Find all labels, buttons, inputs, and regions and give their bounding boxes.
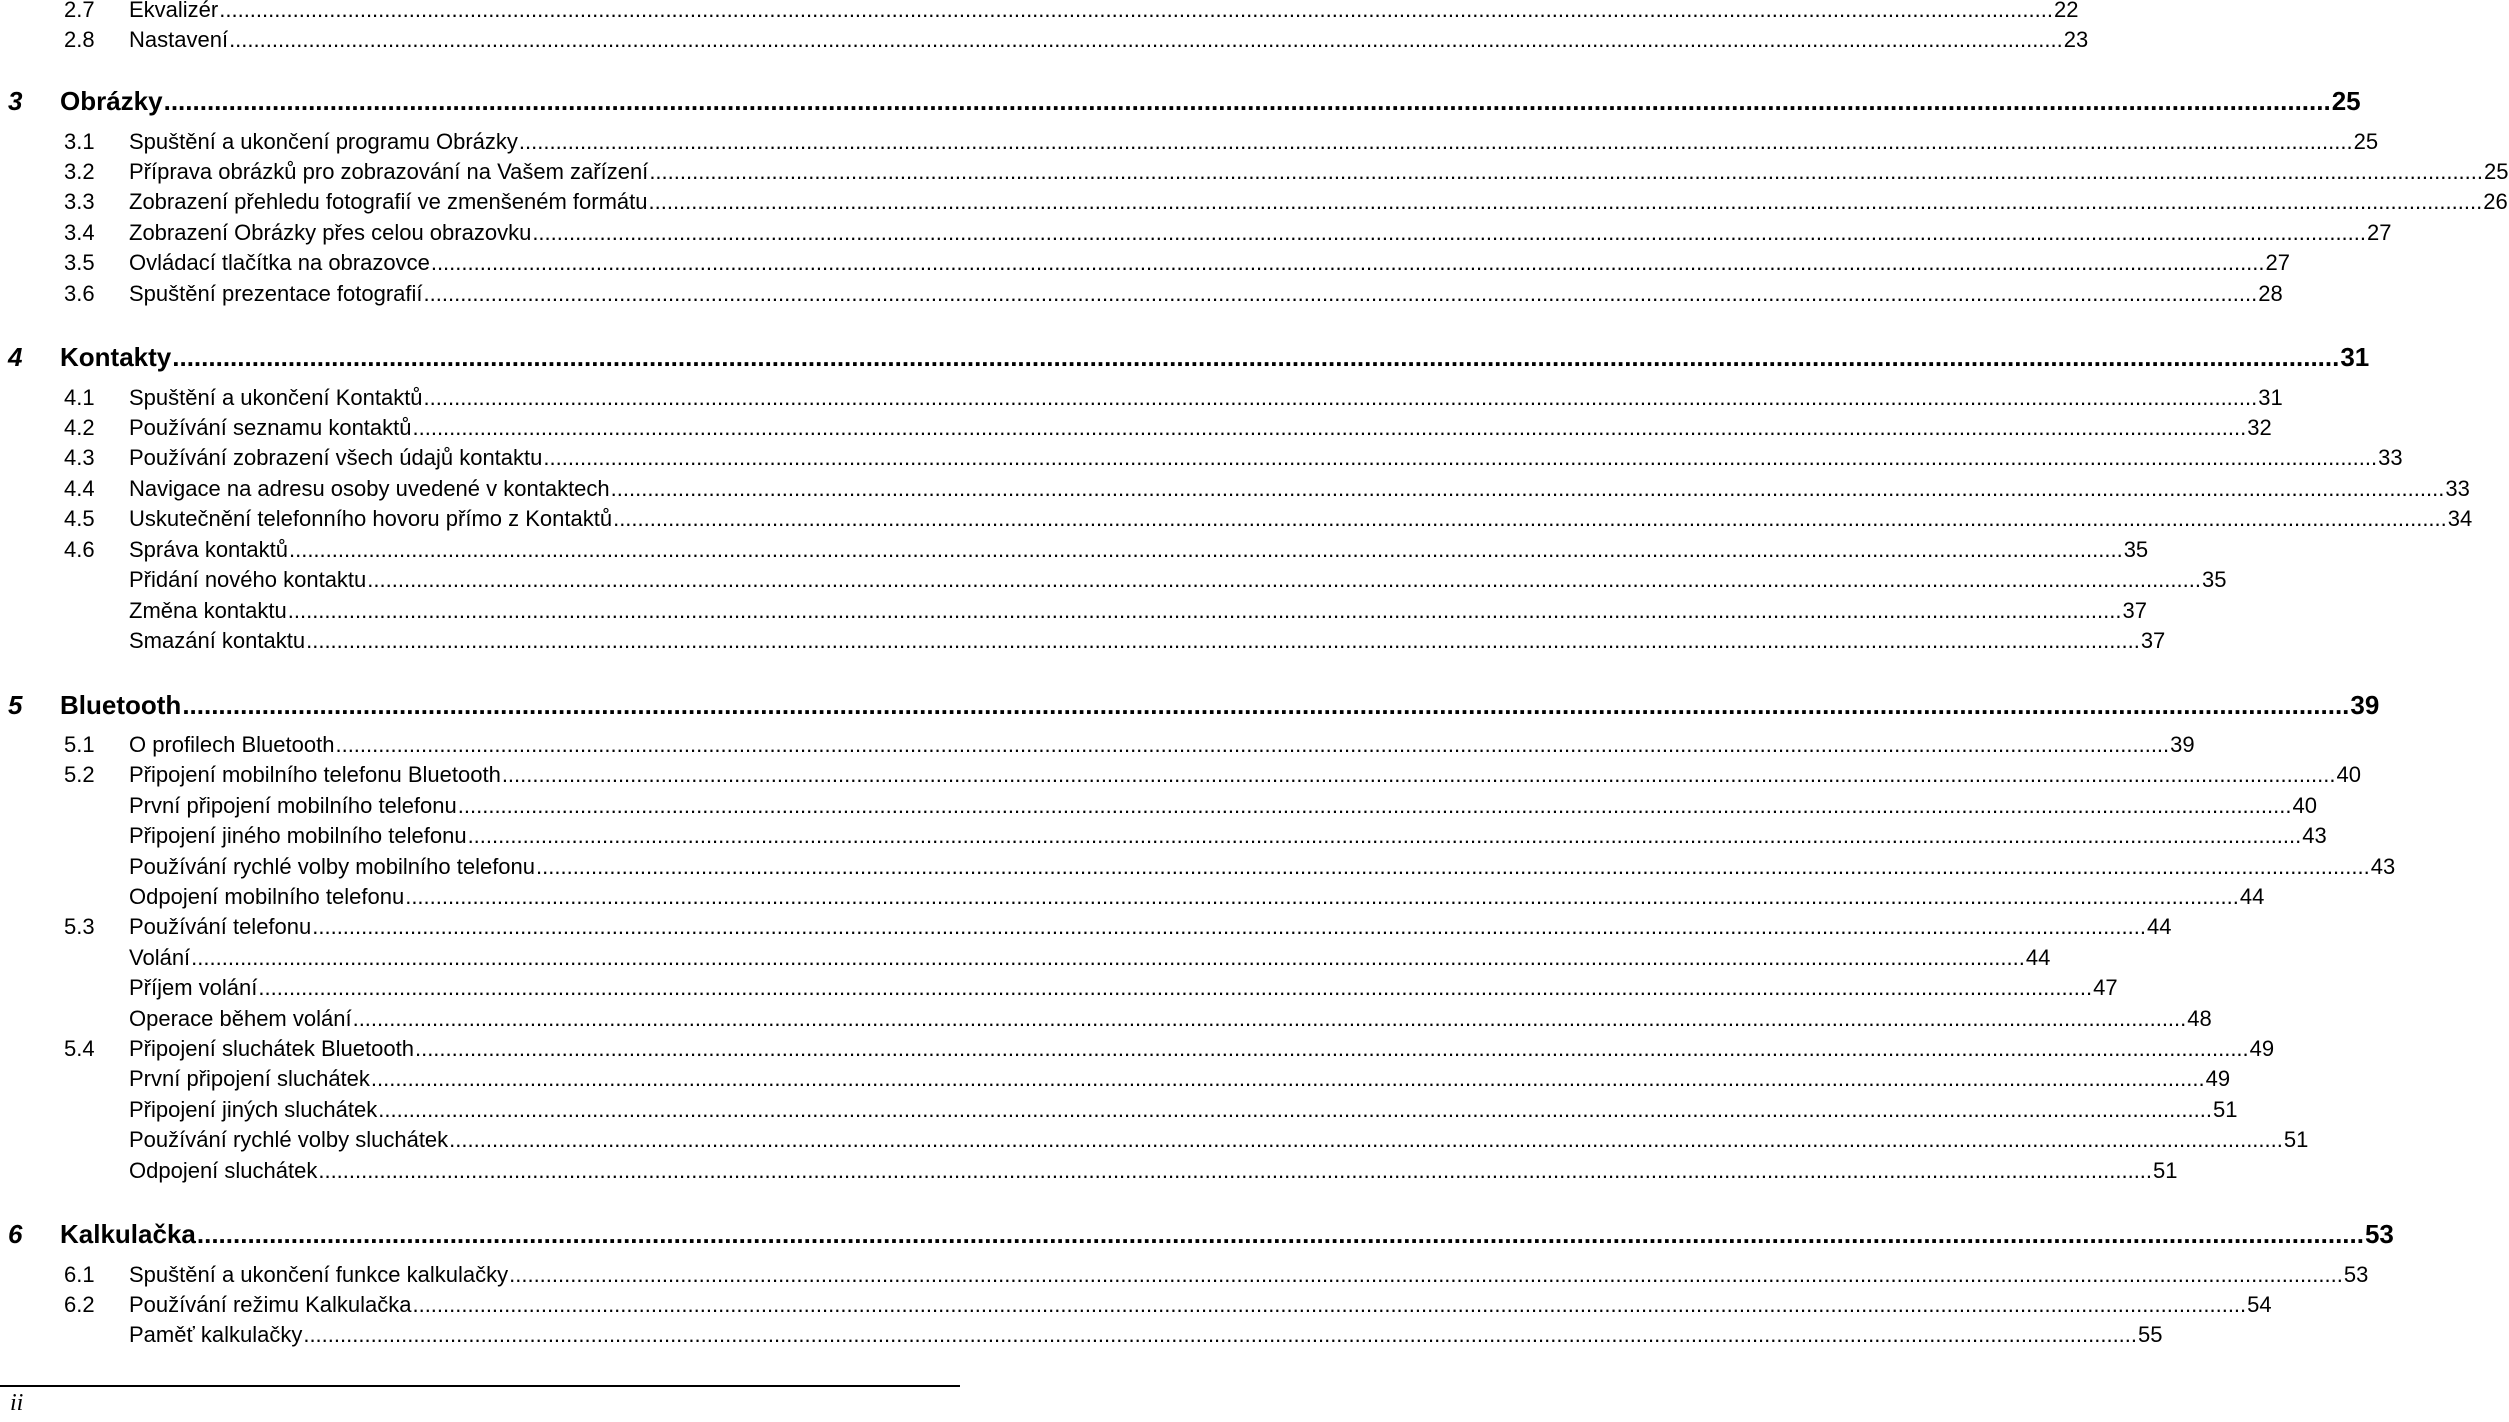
toc-title: Zobrazení přehledu fotografií ve zmenšeném formátu	[129, 189, 648, 214]
toc-page-number: 49	[2205, 1066, 2231, 1091]
toc-page-number: 55	[2138, 1322, 2163, 1347]
toc-title: Připojení jiného mobilního telefonu	[129, 823, 467, 848]
toc-title: Navigace na adresu osoby uvedené v kontaktech	[129, 476, 610, 501]
toc-number: 3.2	[64, 159, 95, 184]
toc-entry-line	[129, 385, 2283, 411]
dot-leader: ............................................................................................................................................................................................................................................................................................................	[335, 732, 2170, 757]
toc-page-number: 44	[2146, 914, 2172, 939]
page-number: ii	[10, 1390, 24, 1416]
dot-leader: ............................................................................................................................................................................................................................................................................................................	[312, 914, 2146, 939]
toc-entry-line	[129, 732, 2195, 758]
toc-page-number: 32	[2247, 415, 2272, 440]
toc-number: 2.7	[64, 0, 95, 22]
toc-entry[interactable]	[0, 732, 2195, 766]
toc-entry[interactable]	[0, 975, 2118, 1009]
toc-page-number: 54	[2247, 1292, 2272, 1317]
toc-entry[interactable]	[0, 1158, 2178, 1192]
toc-title: Připojení mobilního telefonu Bluetooth	[129, 762, 501, 787]
toc-page-number: 25	[2484, 159, 2509, 184]
dot-leader: ............................................................................................................................................................................................................................................................................................................	[367, 567, 2201, 592]
dot-leader: ............................................................................................................................................................................................................................................................................................................	[430, 250, 2265, 275]
dot-leader: ............................................................................................................................................................................................................................................................................................................	[405, 884, 2239, 909]
toc-entry[interactable]	[0, 628, 2166, 662]
toc-page-number: 35	[2201, 567, 2227, 592]
toc-entry-line	[129, 506, 2473, 532]
toc-title: Příjem volání	[129, 975, 258, 1000]
toc-chapter-entry[interactable]	[0, 86, 2361, 120]
toc-entry-line	[129, 884, 2265, 910]
toc-entry-line	[60, 1219, 2394, 1250]
toc-number: 5.3	[64, 914, 95, 939]
toc-title: Uskutečnění telefonního hovoru přímo z Kontaktů	[129, 506, 613, 531]
dot-leader: ............................................................................................................................................................................................................................................................................................................	[378, 1097, 2212, 1122]
dot-leader: ............................................................................................................................................................................................................................................................................................................	[610, 476, 2445, 501]
toc-entry[interactable]	[0, 1036, 2275, 1070]
toc-page-number: 44	[2025, 945, 2051, 970]
toc-page-number: 53	[2364, 1219, 2394, 1249]
toc-entry-line	[129, 189, 2508, 215]
toc-page-number: 27	[2367, 220, 2392, 245]
toc-entry[interactable]	[0, 823, 2327, 857]
toc-title: Ovládací tlačítka na obrazovce	[129, 250, 430, 275]
toc-title: Operace během volání	[129, 1006, 352, 1031]
toc-entry-line	[129, 1097, 2238, 1123]
toc-number: 4.6	[64, 537, 95, 562]
toc-title: První připojení mobilního telefonu	[129, 793, 457, 818]
dot-leader: ............................................................................................................................................................................................................................................................................................................	[449, 1127, 2283, 1152]
toc-title: O profilech Bluetooth	[129, 732, 335, 757]
toc-page-number: 40	[2336, 762, 2361, 787]
dot-leader: ............................................................................................................................................................................................................................................................................................................	[196, 1219, 2364, 1249]
toc-title: Odpojení sluchátek	[129, 1158, 318, 1183]
toc-entry-line	[129, 476, 2470, 502]
toc-page-number: 28	[2258, 281, 2283, 306]
dot-leader: ............................................................................................................................................................................................................................................................................................................	[352, 1006, 2187, 1031]
toc-title: Používání režimu Kalkulačka	[129, 1292, 412, 1317]
dot-leader: ............................................................................................................................................................................................................................................................................................................	[306, 628, 2140, 653]
toc-entry[interactable]	[0, 220, 2392, 254]
toc-number: 6	[8, 1219, 23, 1249]
dot-leader: ............................................................................................................................................................................................................................................................................................................	[191, 945, 2025, 970]
toc-title: Kontakty	[60, 342, 172, 372]
toc-entry-line	[129, 0, 2079, 23]
toc-page-number: 43	[2370, 854, 2396, 879]
dot-leader: ............................................................................................................................................................................................................................................................................................................	[423, 281, 2258, 306]
toc-title: Spuštění prezentace fotografií	[129, 281, 423, 306]
toc-entry-line	[60, 86, 2361, 117]
toc-entry[interactable]	[0, 27, 2089, 61]
toc-entry-line	[129, 1006, 2212, 1032]
toc-page-number: 51	[2212, 1097, 2238, 1122]
dot-leader: ............................................................................................................................................................................................................................................................................................................	[501, 762, 2336, 787]
dot-leader: ............................................................................................................................................................................................................................................................................................................	[457, 793, 2292, 818]
dot-leader: ............................................................................................................................................................................................................................................................................................................	[414, 1036, 2249, 1061]
toc-title: Smazání kontaktu	[129, 628, 306, 653]
toc-entry[interactable]	[0, 415, 2272, 449]
toc-title: Volání	[129, 945, 191, 970]
toc-entry-line	[129, 945, 2051, 971]
toc-entry-line	[129, 854, 2396, 880]
dot-leader: ............................................................................................................................................................................................................................................................................................................	[613, 506, 2447, 531]
toc-entry[interactable]	[0, 537, 2149, 571]
toc-title: Nastavení	[129, 27, 229, 52]
dot-leader: ............................................................................................................................................................................................................................................................................................................	[509, 1262, 2343, 1287]
toc-number: 5.2	[64, 762, 95, 787]
toc-page-number: 25	[2353, 129, 2379, 154]
toc-number: 4.3	[64, 445, 95, 470]
toc-page-number: 27	[2265, 250, 2291, 275]
toc-entry-line	[129, 628, 2166, 654]
dot-leader: ............................................................................................................................................................................................................................................................................................................	[648, 189, 2483, 214]
toc-entry-line	[129, 159, 2509, 185]
toc-entry[interactable]	[0, 1127, 2309, 1161]
toc-entry[interactable]	[0, 476, 2470, 510]
toc-page-number: 40	[2292, 793, 2317, 818]
dot-leader: ............................................................................................................................................................................................................................................................................................................	[412, 1292, 2247, 1317]
toc-title: Používání seznamu kontaktů	[129, 415, 412, 440]
toc-title: Bluetooth	[60, 690, 182, 720]
toc-entry[interactable]	[0, 1292, 2272, 1326]
toc-entry-line	[129, 1036, 2275, 1062]
toc-title: Používání zobrazení všech údajů kontaktu	[129, 445, 543, 470]
toc-page-number: 39	[2170, 732, 2195, 757]
dot-leader: ............................................................................................................................................................................................................................................................................................................	[532, 220, 2367, 245]
toc-entry[interactable]	[0, 884, 2265, 918]
toc-entry[interactable]	[0, 1066, 2231, 1100]
dot-leader: ............................................................................................................................................................................................................................................................................................................	[219, 0, 2053, 22]
toc-title: Ekvalizér	[129, 0, 219, 22]
toc-title: Správa kontaktů	[129, 537, 288, 562]
toc-entry-line	[129, 823, 2327, 849]
toc-entry[interactable]	[0, 1097, 2238, 1131]
toc-entry-line	[129, 762, 2361, 788]
dot-leader: ............................................................................................................................................................................................................................................................................................................	[536, 854, 2370, 879]
toc-entry-line	[129, 281, 2283, 307]
toc-number: 3	[8, 86, 23, 116]
dot-leader: ............................................................................................................................................................................................................................................................................................................	[649, 159, 2484, 184]
toc-page-number: 51	[2153, 1158, 2178, 1183]
toc-page-number: 48	[2187, 1006, 2212, 1031]
toc-page-number: 23	[2063, 27, 2089, 52]
toc-chapter-entry[interactable]	[0, 342, 2370, 376]
toc-page-number: 49	[2249, 1036, 2275, 1061]
toc-entry[interactable]	[0, 1262, 2369, 1296]
toc-title: Spuštění a ukončení Kontaktů	[129, 385, 423, 410]
toc-page-number: 51	[2283, 1127, 2309, 1152]
toc-entry[interactable]	[0, 250, 2291, 284]
toc-page-number: 47	[2093, 975, 2118, 1000]
toc-entry-line	[129, 445, 2403, 471]
toc-title: Změna kontaktu	[129, 598, 287, 623]
toc-title: První připojení sluchátek	[129, 1066, 370, 1091]
toc-title: Obrázky	[60, 86, 163, 116]
toc-number: 2.8	[64, 27, 95, 52]
toc-title: Příprava obrázků pro zobrazování na Vašem zařízení	[129, 159, 649, 184]
toc-entry-line	[129, 975, 2118, 1001]
toc-chapter-entry[interactable]	[0, 1219, 2394, 1253]
toc-number: 6.2	[64, 1292, 95, 1317]
dot-leader: ............................................................................................................................................................................................................................................................................................................	[172, 342, 2340, 372]
toc-page-number: 22	[2053, 0, 2079, 22]
toc-title: Zobrazení Obrázky přes celou obrazovku	[129, 220, 532, 245]
toc-number: 4.4	[64, 476, 95, 501]
dot-leader: ............................................................................................................................................................................................................................................................................................................	[467, 823, 2302, 848]
toc-number: 3.6	[64, 281, 95, 306]
toc-entry[interactable]	[0, 189, 2508, 223]
dot-leader: ............................................................................................................................................................................................................................................................................................................	[229, 27, 2063, 52]
dot-leader: ............................................................................................................................................................................................................................................................................................................	[318, 1158, 2153, 1183]
dot-leader: ............................................................................................................................................................................................................................................................................................................	[258, 975, 2093, 1000]
dot-leader: ............................................................................................................................................................................................................................................................................................................	[423, 385, 2258, 410]
toc-title: Spuštění a ukončení funkce kalkulačky	[129, 1262, 509, 1287]
dot-leader: ............................................................................................................................................................................................................................................................................................................	[518, 129, 2353, 154]
toc-page-number: 43	[2302, 823, 2327, 848]
toc-title: Kalkulačka	[60, 1219, 196, 1249]
toc-entry-line	[129, 1066, 2231, 1092]
toc-title: Používání rychlé volby sluchátek	[129, 1127, 449, 1152]
toc-entry-line	[129, 129, 2379, 155]
toc-entry[interactable]	[0, 445, 2403, 479]
toc-page-number: 35	[2123, 537, 2149, 562]
toc-entry[interactable]	[0, 1006, 2212, 1040]
toc-entry[interactable]	[0, 506, 2473, 540]
toc-number: 3.3	[64, 189, 95, 214]
toc-number: 3.5	[64, 250, 95, 275]
toc-entry-line	[129, 220, 2392, 246]
toc-entry[interactable]	[0, 793, 2317, 827]
toc-page-number: 44	[2239, 884, 2265, 909]
toc-chapter-entry[interactable]	[0, 690, 2380, 724]
toc-page-number: 26	[2483, 189, 2508, 214]
toc-page-number: 53	[2343, 1262, 2369, 1287]
toc-entry-line	[129, 537, 2149, 563]
toc-entry-line	[129, 793, 2317, 819]
toc-number: 5.1	[64, 732, 95, 757]
dot-leader: ............................................................................................................................................................................................................................................................................................................	[182, 690, 2350, 720]
dot-leader: ............................................................................................................................................................................................................................................................................................................	[412, 415, 2247, 440]
toc-page-number: 31	[2340, 342, 2370, 372]
toc-number: 3.1	[64, 129, 95, 154]
toc-number: 4.2	[64, 415, 95, 440]
toc-number: 3.4	[64, 220, 95, 245]
toc-title: Přidání nového kontaktu	[129, 567, 367, 592]
toc-number: 4.1	[64, 385, 95, 410]
footer-rule	[0, 1385, 960, 1387]
toc-title: Používání rychlé volby mobilního telefonu	[129, 854, 536, 879]
dot-leader: ............................................................................................................................................................................................................................................................................................................	[543, 445, 2378, 470]
toc-entry-line	[129, 567, 2227, 593]
toc-title: Paměť kalkulačky	[129, 1322, 303, 1347]
toc-number: 4	[8, 342, 23, 372]
toc-entry-line	[129, 1262, 2369, 1288]
toc-page-number: 39	[2350, 690, 2380, 720]
dot-leader: ............................................................................................................................................................................................................................................................................................................	[288, 537, 2123, 562]
toc-entry-line	[129, 914, 2172, 940]
dot-leader: ............................................................................................................................................................................................................................................................................................................	[303, 1322, 2138, 1347]
toc-number: 6.1	[64, 1262, 95, 1287]
toc-title: Připojení sluchátek Bluetooth	[129, 1036, 414, 1061]
toc-title: Spuštění a ukončení programu Obrázky	[129, 129, 518, 154]
dot-leader: ............................................................................................................................................................................................................................................................................................................	[163, 86, 2331, 116]
toc-entry-line	[129, 415, 2272, 441]
toc-entry[interactable]	[0, 159, 2509, 193]
toc-page-number: 25	[2331, 86, 2361, 116]
toc-entry-line	[129, 1322, 2163, 1348]
toc-page-number: 37	[2122, 598, 2147, 623]
toc-entry[interactable]	[0, 1322, 2163, 1356]
toc-entry-line	[129, 1127, 2309, 1153]
toc-page-number: 33	[2378, 445, 2403, 470]
toc-entry-line	[129, 1158, 2178, 1184]
toc-page-number: 37	[2140, 628, 2166, 653]
toc-entry[interactable]	[0, 598, 2147, 632]
toc-entry[interactable]	[0, 854, 2396, 888]
toc-entry[interactable]	[0, 914, 2172, 948]
toc-entry[interactable]	[0, 281, 2283, 315]
toc-page-number: 31	[2258, 385, 2283, 410]
dot-leader: ............................................................................................................................................................................................................................................................................................................	[370, 1066, 2205, 1091]
toc-entry-line	[129, 250, 2291, 276]
toc-page-number: 34	[2447, 506, 2473, 531]
toc-entry[interactable]	[0, 945, 2051, 979]
toc-entry[interactable]	[0, 762, 2361, 796]
toc-entry[interactable]	[0, 385, 2283, 419]
toc-entry-line	[129, 1292, 2272, 1318]
dot-leader: ............................................................................................................................................................................................................................................................................................................	[287, 598, 2122, 623]
toc-entry[interactable]	[0, 129, 2379, 163]
toc-entry-line	[129, 27, 2089, 53]
toc-title: Připojení jiných sluchátek	[129, 1097, 378, 1122]
toc-title: Používání telefonu	[129, 914, 312, 939]
toc-number: 5	[8, 690, 23, 720]
toc-number: 4.5	[64, 506, 95, 531]
toc-entry[interactable]	[0, 567, 2227, 601]
toc-entry-line	[129, 598, 2147, 624]
toc-number: 5.4	[64, 1036, 95, 1061]
toc-title: Odpojení mobilního telefonu	[129, 884, 405, 909]
toc-entry-line	[60, 690, 2380, 721]
toc-page-number: 33	[2445, 476, 2470, 501]
toc-entry-line	[60, 342, 2370, 373]
